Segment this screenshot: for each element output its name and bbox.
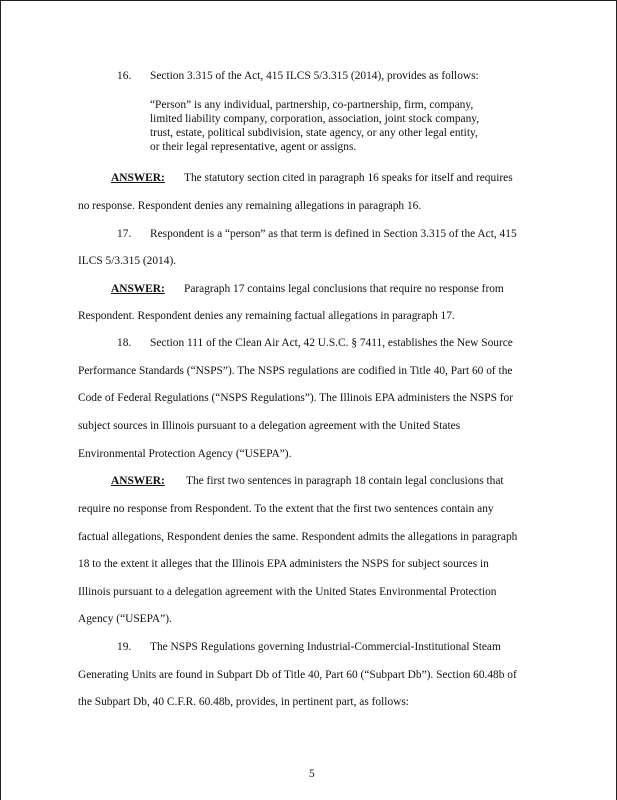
answer-18-line-2: require no response from Respondent. To the extent that the first two sentences contain any	[78, 503, 494, 515]
answer-17-line-2: Respondent. Respondent denies any remaining factual allegations in paragraph 17.	[78, 310, 455, 322]
para-18-line-5: Environmental Protection Agency (“USEPA”).	[78, 448, 292, 460]
para-18-line-4: subject sources in Illinois pursuant to a delegation agreement with the United States	[78, 420, 461, 432]
para-17-line-1: Respondent is a “person” as that term is defined in Section 3.315 of the Act, 415	[150, 228, 517, 240]
para-19-number: 19.	[117, 641, 132, 653]
para-18-line-3: Code of Federal Regulations (“NSPS Regulations”). The Illinois EPA administers the NSPS for	[78, 392, 514, 404]
para-18-number: 18.	[117, 337, 132, 349]
answer-18-line-6: Agency (“USEPA”).	[78, 613, 172, 625]
quote-line-2: limited liability company, corporation, association, joint stock company,	[150, 113, 480, 125]
answer-18-line-3: factual allegations, Respondent denies the same. Respondent admits the allegations in paragraph	[78, 531, 518, 543]
answer-16-line-1: The statutory section cited in paragraph 16 speaks for itself and requires	[184, 172, 513, 184]
page-border-left	[0, 0, 1, 800]
para-19-line-2: Generating Units are found in Subpart Db of Title 40, Part 60 (“Subpart Db”). Section 60.48b of	[78, 669, 517, 681]
para-17-number: 17.	[117, 228, 132, 240]
para-18-line-1: Section 111 of the Clean Air Act, 42 U.S.C. § 7411, establishes the New Source	[150, 337, 513, 349]
para-19-line-1: The NSPS Regulations governing Industrial-Commercial-Institutional Steam	[150, 641, 501, 653]
answer-18-line-5: Illinois pursuant to a delegation agreement with the United States Environmental Protection	[78, 586, 497, 598]
answer-17-label: ANSWER:	[111, 283, 165, 295]
answer-18-line-4: 18 to the extent it alleges that the Illinois EPA administers the NSPS for subject sources in	[78, 558, 489, 570]
answer-18-label: ANSWER:	[111, 475, 165, 487]
answer-17-line-1: Paragraph 17 contains legal conclusions that require no response from	[184, 283, 504, 295]
quote-line-3: trust, estate, political subdivision, state agency, or any other legal entity,	[150, 127, 478, 139]
para-19-line-3: the Subpart Db, 40 C.F.R. 60.48b, provides, in pertinent part, as follows:	[78, 696, 409, 708]
para-18-line-2: Performance Standards (“NSPS”). The NSPS regulations are codified in Title 40, Part 60 of the	[78, 365, 513, 377]
answer-16-label: ANSWER:	[111, 172, 165, 184]
para-16-number: 16.	[117, 70, 132, 82]
answer-18-line-1: The first two sentences in paragraph 18 contain legal conclusions that	[186, 475, 504, 487]
page-border-top	[0, 0, 617, 1]
para-17-line-2: ILCS 5/3.315 (2014).	[78, 255, 177, 267]
quote-line-1: “Person” is any individual, partnership, co-partnership, firm, company,	[150, 99, 474, 111]
para-16-text: Section 3.315 of the Act, 415 ILCS 5/3.315 (2014), provides as follows:	[150, 70, 479, 82]
quote-line-4: or their legal representative, agent or assigns.	[150, 141, 357, 153]
answer-16-line-2: no response. Respondent denies any remaining allegations in paragraph 16.	[78, 200, 422, 212]
page-number: 5	[309, 768, 315, 780]
